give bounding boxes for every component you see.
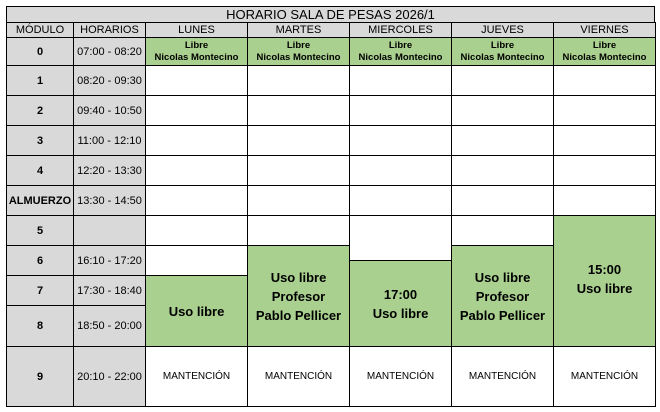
libre-block-miercoles	[349, 37, 452, 66]
mantencion-jueves: MANTENCIÓN	[451, 346, 554, 407]
modulo-7: 7	[6, 275, 74, 306]
empty-cell	[451, 155, 554, 186]
empty-cell	[451, 95, 554, 126]
block-line: Uso libre	[168, 303, 225, 319]
header-miercoles: MIERCOLES	[349, 22, 452, 38]
empty-cell	[247, 155, 350, 186]
block-line: 17:00	[383, 286, 418, 302]
block-line: Uso libre	[372, 305, 429, 321]
block-line: Uso libre	[474, 269, 531, 285]
uso-libre-block-lunes	[145, 275, 248, 347]
modulo-1: 1	[6, 65, 74, 96]
modulo-3: 3	[6, 125, 74, 156]
libre-label: Libre	[592, 39, 617, 51]
empty-cell	[145, 125, 248, 156]
horario-6: 16:10 - 17:20	[73, 245, 146, 276]
empty-cell	[247, 65, 350, 96]
empty-cell	[247, 215, 350, 246]
horario-3: 11:00 - 12:10	[73, 125, 146, 156]
block-line: Pablo Pellicer	[459, 307, 546, 323]
modulo-2: 2	[6, 95, 74, 126]
modulo-6: 6	[6, 245, 74, 276]
libre-label: Libre	[490, 39, 515, 51]
uso-libre-block-viernes	[553, 215, 656, 347]
empty-cell	[553, 125, 656, 156]
horario-2: 09:40 - 10:50	[73, 95, 146, 126]
empty-cell	[451, 185, 554, 216]
empty-cell	[145, 95, 248, 126]
instructor-name: Nicolas Montecino	[154, 51, 239, 63]
empty-cell	[451, 215, 554, 246]
uso-libre-block-jueves	[451, 245, 554, 347]
header-viernes: VIERNES	[553, 22, 656, 38]
libre-block-jueves	[451, 37, 554, 66]
header-jueves: JUEVES	[451, 22, 554, 38]
horario-1: 08:20 - 09:30	[73, 65, 146, 96]
empty-cell	[247, 185, 350, 216]
modulo-0: 0	[6, 37, 74, 66]
empty-cell	[451, 65, 554, 96]
horario-0: 07:00 - 08:20	[73, 37, 146, 66]
libre-block-martes	[247, 37, 350, 66]
libre-label: Libre	[388, 39, 413, 51]
modulo-5: 5	[6, 215, 74, 246]
block-line: Uso libre	[576, 281, 633, 296]
modulo-almuerzo: ALMUERZO	[6, 185, 74, 216]
empty-cell	[145, 215, 248, 246]
header-lunes: LUNES	[145, 22, 248, 38]
empty-cell	[145, 65, 248, 96]
horario-5	[73, 215, 146, 246]
empty-cell	[349, 95, 452, 126]
empty-cell	[349, 125, 452, 156]
horario-7: 17:30 - 18:40	[73, 275, 146, 306]
mantencion-viernes: MANTENCIÓN	[553, 346, 656, 407]
mantencion-martes: MANTENCIÓN	[247, 346, 350, 407]
horario-almuerzo: 13:30 - 14:50	[73, 185, 146, 216]
libre-block-lunes	[145, 37, 248, 66]
empty-cell	[145, 185, 248, 216]
modulo-8: 8	[6, 305, 74, 347]
horario-8: 18:50 - 20:00	[73, 305, 146, 347]
empty-cell	[145, 245, 248, 276]
instructor-name: Nicolas Montecino	[358, 51, 443, 63]
mantencion-miercoles: MANTENCIÓN	[349, 346, 452, 407]
empty-cell	[553, 185, 656, 216]
header-martes: MARTES	[247, 22, 350, 38]
empty-cell	[349, 185, 452, 216]
instructor-name: Nicolas Montecino	[460, 51, 545, 63]
empty-cell	[553, 65, 656, 96]
block-line: Uso libre	[270, 269, 327, 285]
horario-4: 12:20 - 13:30	[73, 155, 146, 186]
block-line: Pablo Pellicer	[255, 307, 342, 323]
sheet-title: HORARIO SALA DE PESAS 2026/1	[6, 6, 655, 23]
header-modulo: MÓDULO	[6, 22, 74, 38]
empty-cell	[451, 125, 554, 156]
empty-cell	[145, 155, 248, 186]
instructor-name: Nicolas Montecino	[562, 51, 647, 63]
empty-cell	[349, 215, 452, 261]
uso-libre-block-martes	[247, 245, 350, 347]
block-line: 15:00	[587, 262, 622, 277]
modulo-9: 9	[6, 346, 74, 407]
block-line: Profesor	[475, 288, 530, 304]
uso-libre-block-miercoles	[349, 260, 452, 347]
libre-block-viernes	[553, 37, 656, 66]
horario-9: 20:10 - 22:00	[73, 346, 146, 407]
empty-cell	[247, 125, 350, 156]
empty-cell	[553, 95, 656, 126]
empty-cell	[553, 155, 656, 186]
block-line: Profesor	[271, 288, 326, 304]
empty-cell	[349, 65, 452, 96]
libre-label: Libre	[184, 39, 209, 51]
modulo-4: 4	[6, 155, 74, 186]
libre-label: Libre	[286, 39, 311, 51]
empty-cell	[349, 155, 452, 186]
instructor-name: Nicolas Montecino	[256, 51, 341, 63]
empty-cell	[247, 95, 350, 126]
mantencion-lunes: MANTENCIÓN	[145, 346, 248, 407]
header-horarios: HORARIOS	[73, 22, 146, 38]
